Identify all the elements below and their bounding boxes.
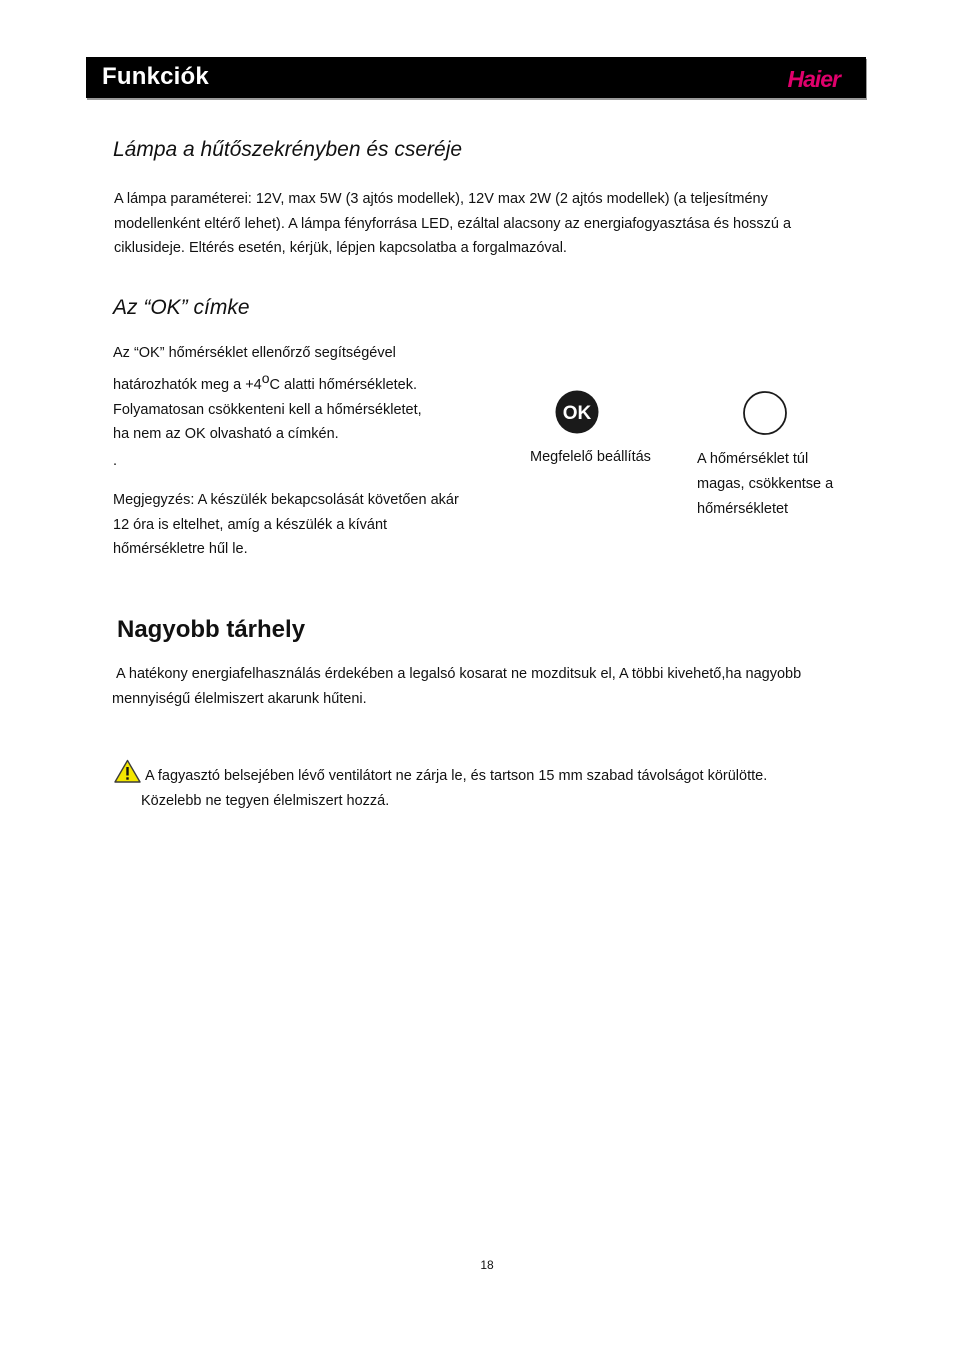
- text-line: Folyamatosan csökkenteni kell a hőmérsékletet,: [113, 401, 422, 418]
- warning-triangle-icon: [114, 759, 141, 783]
- warning-text: [145, 764, 767, 789]
- text-line: A lámpa paraméterei: 12V, max 5W (3 ajtós modellek), 12V max 2W (2 ajtós modellek) (a teljesítmény: [114, 191, 768, 207]
- ok-section-intro: [113, 341, 396, 366]
- text-line: Az “OK” hőmérséklet ellenőrző segítségével: [113, 345, 396, 361]
- ok-section-note: [113, 488, 459, 562]
- text-line: A hatékony energiafelhasználás érdekében a legalsó kosarat ne mozditsuk el, A többi kivehető,ha nagyobb: [116, 666, 802, 682]
- page-title: Funkciók: [102, 63, 209, 90]
- storage-section-title: Nagyobb tárhely: [117, 616, 306, 643]
- temp-line-before: határozhatók meg a +4: [113, 377, 262, 393]
- text-line: mennyiségű élelmiszert akarunk hűteni.: [112, 690, 367, 707]
- text-line: ha nem az OK olvasható a címkén.: [113, 426, 339, 442]
- text-line: .: [113, 452, 118, 469]
- ok-section-title: Az “OK” címke: [113, 296, 250, 319]
- text-line: Megjegyzés: A készülék bekapcsolását követően akár: [113, 492, 459, 508]
- temp-line-after: C alatti hőmérsékletek.: [269, 377, 418, 393]
- text-line: modellenként eltérő lehet). A lámpa fényforrása LED, ezáltal alacsony az energiafogyasztása és hosszú a: [114, 215, 792, 232]
- text-line: Közelebb ne tegyen élelmiszert hozzá.: [141, 793, 390, 809]
- lamp-section-title: Lámpa a hűtőszekrényben és cseréje: [113, 138, 463, 161]
- lamp-section-text: [114, 187, 791, 261]
- text-line: ciklusideje. Eltérés esetén, kérjük, lépjen kapcsolatba a forgalmazóval.: [114, 240, 567, 256]
- ok-caption: Megfelelő beállítás: [530, 449, 651, 465]
- header-bar: [86, 57, 866, 98]
- ok-icon-text: OK: [562, 403, 592, 424]
- storage-section-text: [112, 662, 801, 711]
- ok-section-text: [113, 370, 422, 473]
- text-line: 12 óra is eltelhet, amíg a készülék a kívánt: [113, 516, 388, 533]
- text-line: magas, csökkentse a: [697, 476, 834, 492]
- warning-text-2: [141, 789, 389, 814]
- empty-label-icon: [742, 390, 788, 436]
- brand-logo: Haier: [787, 66, 840, 92]
- text-line: A hőmérséklet túl: [697, 451, 809, 467]
- temp-line: [113, 370, 422, 398]
- text-line: hőmérsékletre hűl le.: [113, 541, 248, 557]
- empty-caption: [697, 447, 833, 522]
- text-line: hőmérsékletet: [697, 501, 789, 517]
- page-number: 18: [480, 1258, 494, 1272]
- degree-sign: o: [261, 370, 270, 386]
- ok-label-icon: [555, 390, 599, 434]
- text-line: A fagyasztó belsejében lévő ventilátort ne zárja le, és tartson 15 mm szabad távolságot körülötte.: [145, 768, 768, 784]
